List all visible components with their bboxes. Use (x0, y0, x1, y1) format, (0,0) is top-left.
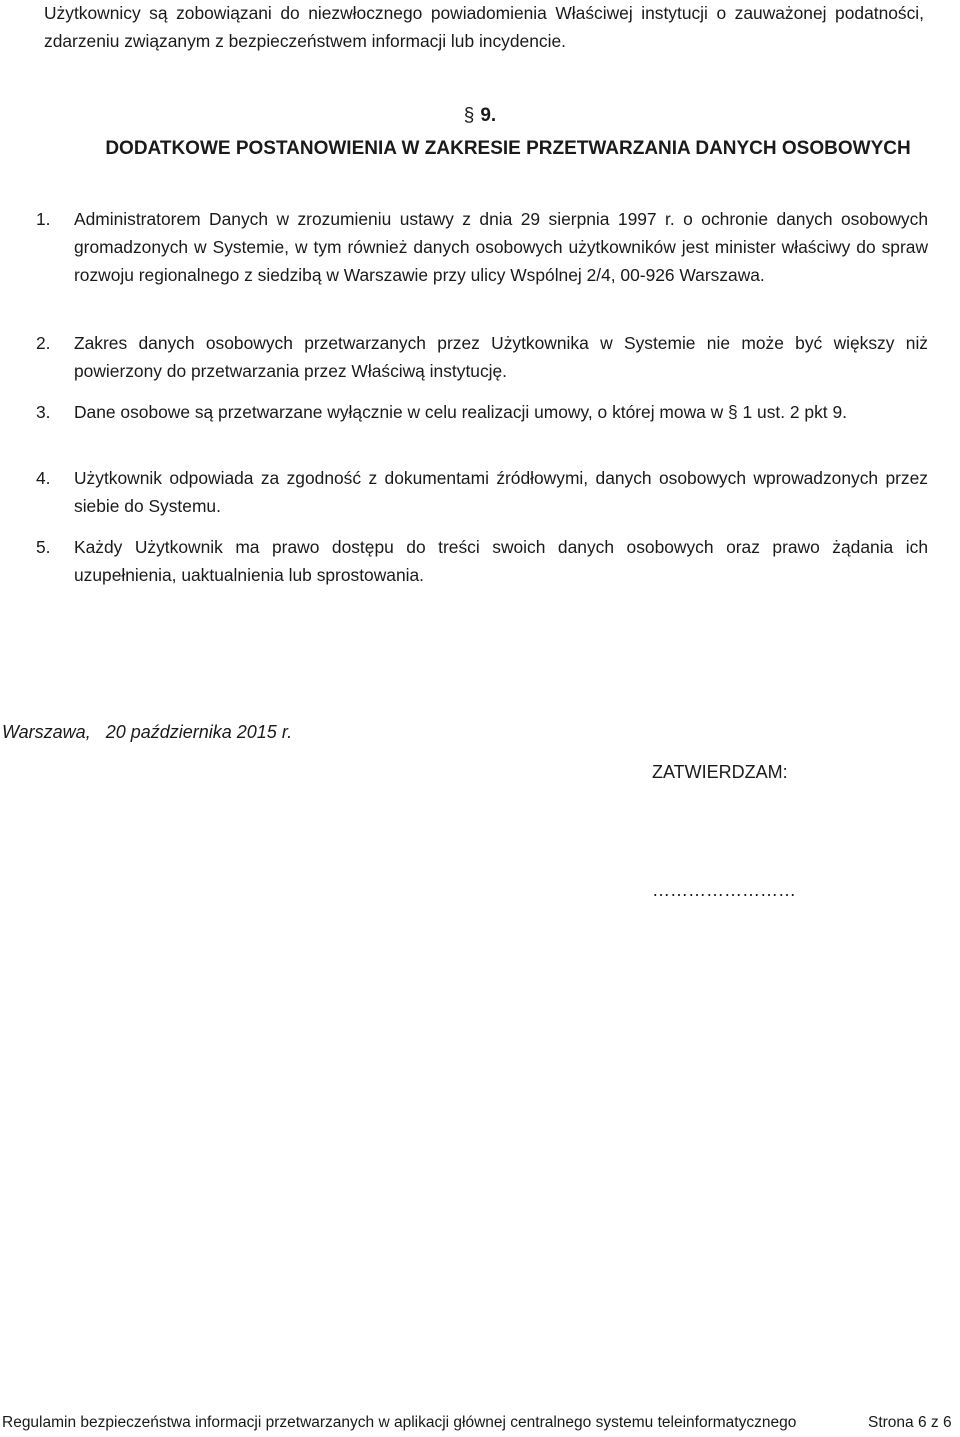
intro-paragraph: Użytkownicy są zobowiązani do niezwłocznego powiadomienia Właściwej instytucji o zauważonej podatności, zdarzeniu związanym z bezpieczeństwem informacji lub incydencie. (44, 3, 924, 51)
item-number: 1. (36, 209, 51, 229)
item-text-part: 1 ust. 2 pkt 9. (737, 402, 847, 422)
list-item (36, 398, 928, 426)
section-title: DODATKOWE POSTANOWIENIA W ZAKRESIE PRZETWARZANIA DANYCH OSOBOWYCH (105, 138, 911, 159)
signature-line: …………………… (652, 880, 796, 900)
page-number: Strona 6 z 6 (868, 1414, 952, 1431)
item-number: 5. (36, 537, 51, 557)
list-item (36, 205, 928, 289)
paragraph-symbol: § (728, 402, 738, 422)
item-text-part: Dane osobowe są przetwarzane wyłącznie w celu realizacji umowy, o której mowa w (74, 402, 729, 422)
item-text: Użytkownik odpowiada za zgodność z dokumentami źródłowymi, danych osobowych wprowadzonych przez siebie do Systemu. (74, 468, 928, 516)
item-text (74, 398, 928, 426)
item-text: Administratorem Danych w zrozumieniu ustawy z dnia 29 sierpnia 1997 r. o ochronie danych osobowych gromadzonych w Systemie, w tym również danych osobowych użytkowników jest minister właściwy do spraw rozwoju regionalnego z siedzibą w Warszawie przy ulicy Wspólnej 2/4, 00-926 Warszawa. (74, 209, 928, 285)
section-symbol: § (463, 105, 475, 126)
item-number: 4. (36, 468, 51, 488)
list-item (36, 329, 928, 385)
section-number (0, 102, 960, 130)
footer-title: Regulamin bezpieczeństwa informacji przetwarzanych w aplikacji głównej centralnego systemu teleinformatycznego (2, 1414, 797, 1431)
list-item (36, 533, 928, 589)
list-item (36, 464, 928, 520)
item-text: Zakres danych osobowych przetwarzanych przez Użytkownika w Systemie nie może być większy niż powierzony do przetwarzania przez Właściwą instytucję. (74, 333, 928, 381)
approval-label: ZATWIERDZAM: (652, 762, 788, 782)
item-text: Każdy Użytkownik ma prawo dostępu do treści swoich danych osobowych oraz prawo żądania ich uzupełnienia, uaktualnienia lub sprostowania. (74, 537, 928, 585)
item-number: 2. (36, 333, 51, 353)
place-and-date: Warszawa, 20 października 2015 r. (2, 722, 293, 742)
section-number-value: 9. (480, 105, 497, 126)
item-number: 3. (36, 402, 51, 422)
